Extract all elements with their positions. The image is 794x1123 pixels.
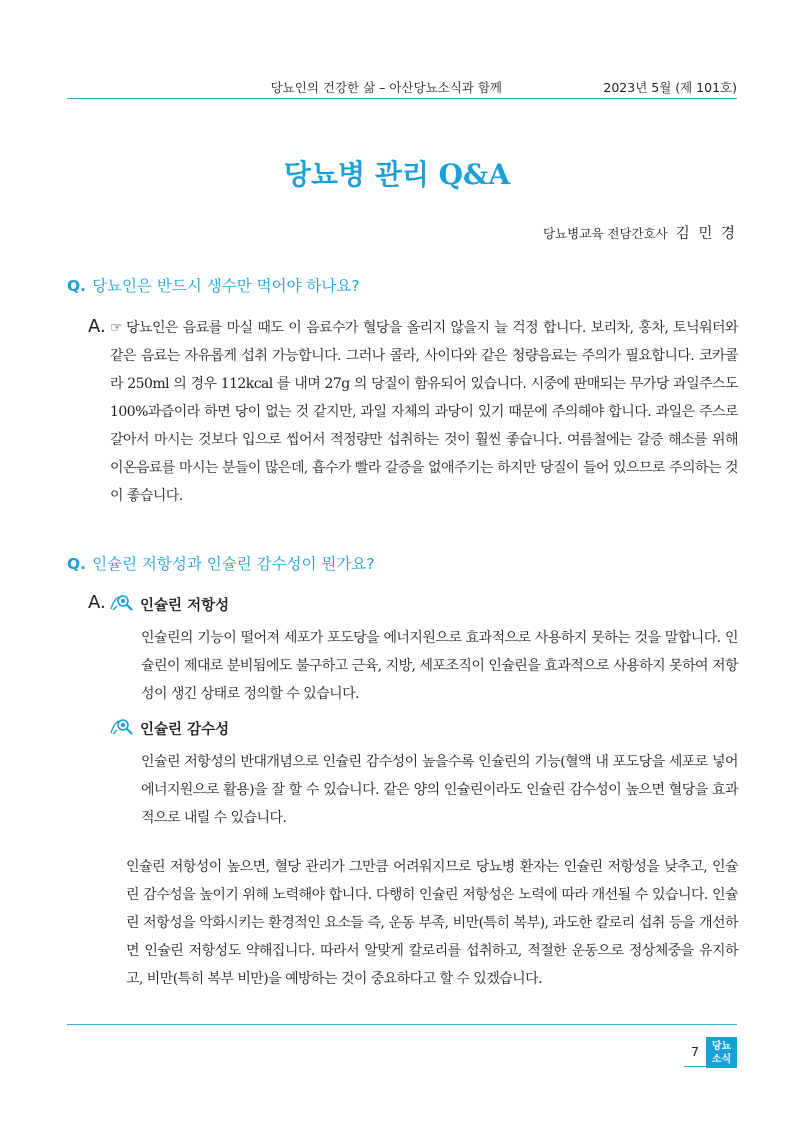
section-heading-insulin-sensitivity: 인슐린 감수성 <box>140 721 230 738</box>
answer-mark: A. <box>88 592 106 613</box>
section-body-insulin-sensitivity: 인슐린 저항성의 반대개념으로 인슐린 감수성이 높을수록 인슐린의 기능(혈액 내 포도당을 세포로 넣어 에너지원으로 활용)을 잘 할 수 있습니다. 같은 양의 인슐린이라도 인슐린 감수성이 높으면 혈당을 효과적으로 내릴 수 있습니다. <box>141 754 738 826</box>
magnifier-icon <box>108 717 136 737</box>
header-divider <box>67 98 737 99</box>
newsletter-badge <box>706 1037 737 1068</box>
answer-1-body: 당뇨인은 음료를 마실 때도 이 음료수가 혈당을 올리지 않을지 늘 걱정 합니다. 보리차, 홍차, 토닉워터와 같은 음료는 자유롭게 섭취 가능합니다. 그러나 콜라, 사이다와 같은 청량음료는 주의가 필요합니다. 코카콜라 250ml 의 경우 112kcal 를 내며 27g 의 당질이 함유되어 있습니다. 시중에 판매되는 무가당 과일주스도 100%과즙이라 하면 당이 없는 것 같지만, 과일 자체의 과당이 있기 때문에 주의해야 합니다. 과일은 주스로 갈아서 마시는 것보다 입으로 씹어서 적정량만 섭취하는 것이 훨씬 좋습니다. 여름철에는 갈증 해소를 위해 이온음료를 마시는 분들이 많은데, 흡수가 빨라 갈증을 없애주기는 하지만 당질이 들어 있으므로 주의하는 것이 좋습니다. <box>110 320 738 504</box>
answer-mark: A. <box>88 316 106 337</box>
pointing-hand-icon: ☞ <box>110 320 123 336</box>
section-heading-insulin-resistance: 인슐린 저항성 <box>140 597 230 614</box>
page-number-underline <box>684 1066 706 1067</box>
running-header <box>67 78 737 98</box>
question-text: 당뇨인은 반드시 생수만 먹어야 하나요? <box>92 277 360 295</box>
page-number: 7 <box>691 1044 699 1059</box>
question-1 <box>67 274 360 296</box>
author-byline <box>543 222 737 243</box>
author-name: 김 민 경 <box>675 226 737 242</box>
footer-divider <box>67 1024 737 1025</box>
question-text: 인슐린 저항성과 인슐린 감수성이 뭔가요? <box>92 555 375 573</box>
conclusion-text: 인슐린 저항성이 높으면, 혈당 관리가 그만큼 어려워지므로 당뇨병 환자는 인슐린 저항성을 낮추고, 인슐린 감수성을 높이기 위해 노력해야 합니다. 다행히 인슐린 저항성은 노력에 따라 개선될 수 있습니다. 인슐린 저항성을 악화시키는 환경적인 요소들 즉, 운동 부족, 비만(특히 복부), 과도한 칼로리 섭취 등을 개선하면 인슐린 저항성도 약해집니다. 따라서 알맞게 칼로리를 섭취하고, 적절한 운동으로 정상체중을 유지하고, 비만(특히 복부 비만)을 예방하는 것이 중요하다고 할 수 있겠습니다. <box>126 859 738 987</box>
badge-line-1: 당뇨 <box>711 1040 732 1052</box>
answer-1-text <box>110 314 738 510</box>
author-role: 당뇨병교육 전담간호사 <box>543 226 668 241</box>
header-series-title: 당뇨인의 건강한 삶 – 아산당뇨소식과 함께 <box>270 80 502 95</box>
badge-line-2: 소식 <box>711 1053 732 1065</box>
question-2 <box>67 552 375 574</box>
page-title: 당뇨병 관리 Q&A <box>283 158 511 191</box>
header-issue-number: 2023년 5월 (제 101호) <box>603 80 737 95</box>
question-mark: Q. <box>67 277 87 295</box>
section-body-insulin-resistance: 인슐린의 기능이 떨어져 세포가 포도당을 에너지원으로 효과적으로 사용하지 못하는 것을 말합니다. 인슐린이 제대로 분비됨에도 불구하고 근육, 지방, 세포조직이 인슐린을 효과적으로 사용하지 못하여 저항성이 생긴 상태로 정의할 수 있습니다. <box>141 630 738 702</box>
magnifier-icon <box>108 593 136 613</box>
question-mark: Q. <box>67 555 87 573</box>
